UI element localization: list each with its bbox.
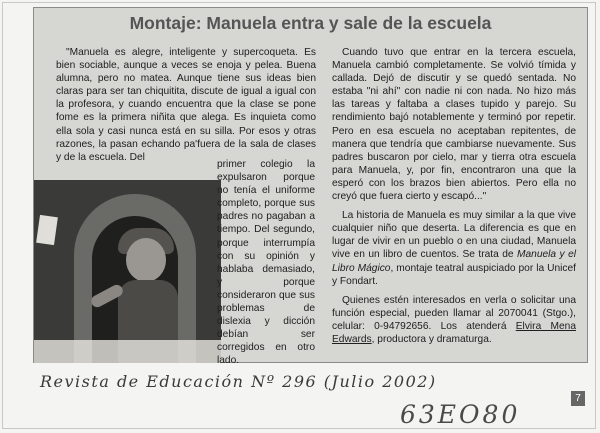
article-paragraph-1: Cuando tuvo que entrar en la tercera escuela, Manuela cambió completamente. Se volvió tímida y callada. Dejó de discutir y se quedó sentada. No estaba "ni ahí" con nadie ni con nada. No hizo más las tareas y faltaba a clases tupido y parejo. Su rendimiento bajó notablemente y terminó por repetir. Pero en esa escuela no aceptaban repitentes, de manera que tendría que cambiarse nuevamente. Sus padres buscaron por cielo, mar y tierra otra escuela para Manuela, y, por fin, encontraron una que la esperó con los brazos bien abiertos. Pero ella no creyó que fuera cierto y escapó..."	[332, 47, 576, 203]
article-paragraph-2	[332, 209, 576, 288]
handwritten-source-note: Revista de Educación Nº 296 (Julio 2002)	[40, 372, 437, 391]
article-paragraph-3	[332, 294, 576, 346]
article-right-column	[332, 46, 576, 352]
paragraph-3-text-c: , productora y dramaturga.	[371, 333, 492, 345]
paragraph-3-text-b: (Stgo.), celular: 0-94792656. Los atenderá	[332, 307, 577, 332]
article-title: Montaje: Manuela entra y sale de la escuela	[129, 13, 492, 33]
photo-character-head	[126, 238, 166, 282]
article-left-column-top: "Manuela es alegre, inteligente y supercoqueta. Es bien sociable, aunque a veces se enoja y pelea. Buena alumna, pero no matea. Aunque tiene sus ideas bien claras para ser tan chiquitita, discute de igual a igual con la profesora, y cuando encuentra que la clase se pone fome es la primera niñita que alega. Es inquieta como ella sola y casi nunca está en su silla. Por esos y otras razones, la pasan echando pa'fuera de la sala de clases y de la escuela. Del	[56, 47, 316, 163]
photo-flowers-shape	[34, 340, 221, 363]
contact-phone: 2070041	[498, 307, 538, 319]
photo-sign-shape	[36, 215, 58, 245]
paragraph-2-text-b: , montaje teatral auspiciado por la Unicef y Fondart.	[332, 262, 577, 287]
paragraph-2-text-a: La historia de Manuela es muy similar a la que vive cualquier niño que deserta. La diferencia es que en lugar de vivir en un pueblo o en una ciudad, Manuela vive en un libro de cuentos. Se trata de	[332, 210, 576, 261]
play-title: Manuela y el Libro Mágico	[332, 249, 576, 274]
article-left-column-bottom: primer colegio la expulsaron porque no tenía el uniforme completo, porque sus padres no pagaban a tiempo. Del segundo, porque interrumpía con su opinión y hablaba demasiado, y porque consideraron que sus problemas de dislexia y dicción debían ser corregidos en otro lado.	[217, 159, 315, 367]
article-clipping	[33, 7, 588, 367]
contact-name: Elvira Mena Edwards	[332, 320, 576, 345]
article-photo	[34, 180, 221, 363]
handwritten-code-note: 63EO80	[400, 400, 521, 429]
page-number-badge: 7	[571, 391, 585, 406]
paragraph-3-text-a: Quienes estén interesados en verla o solicitar una función especial, pueden llamar al	[332, 294, 576, 319]
